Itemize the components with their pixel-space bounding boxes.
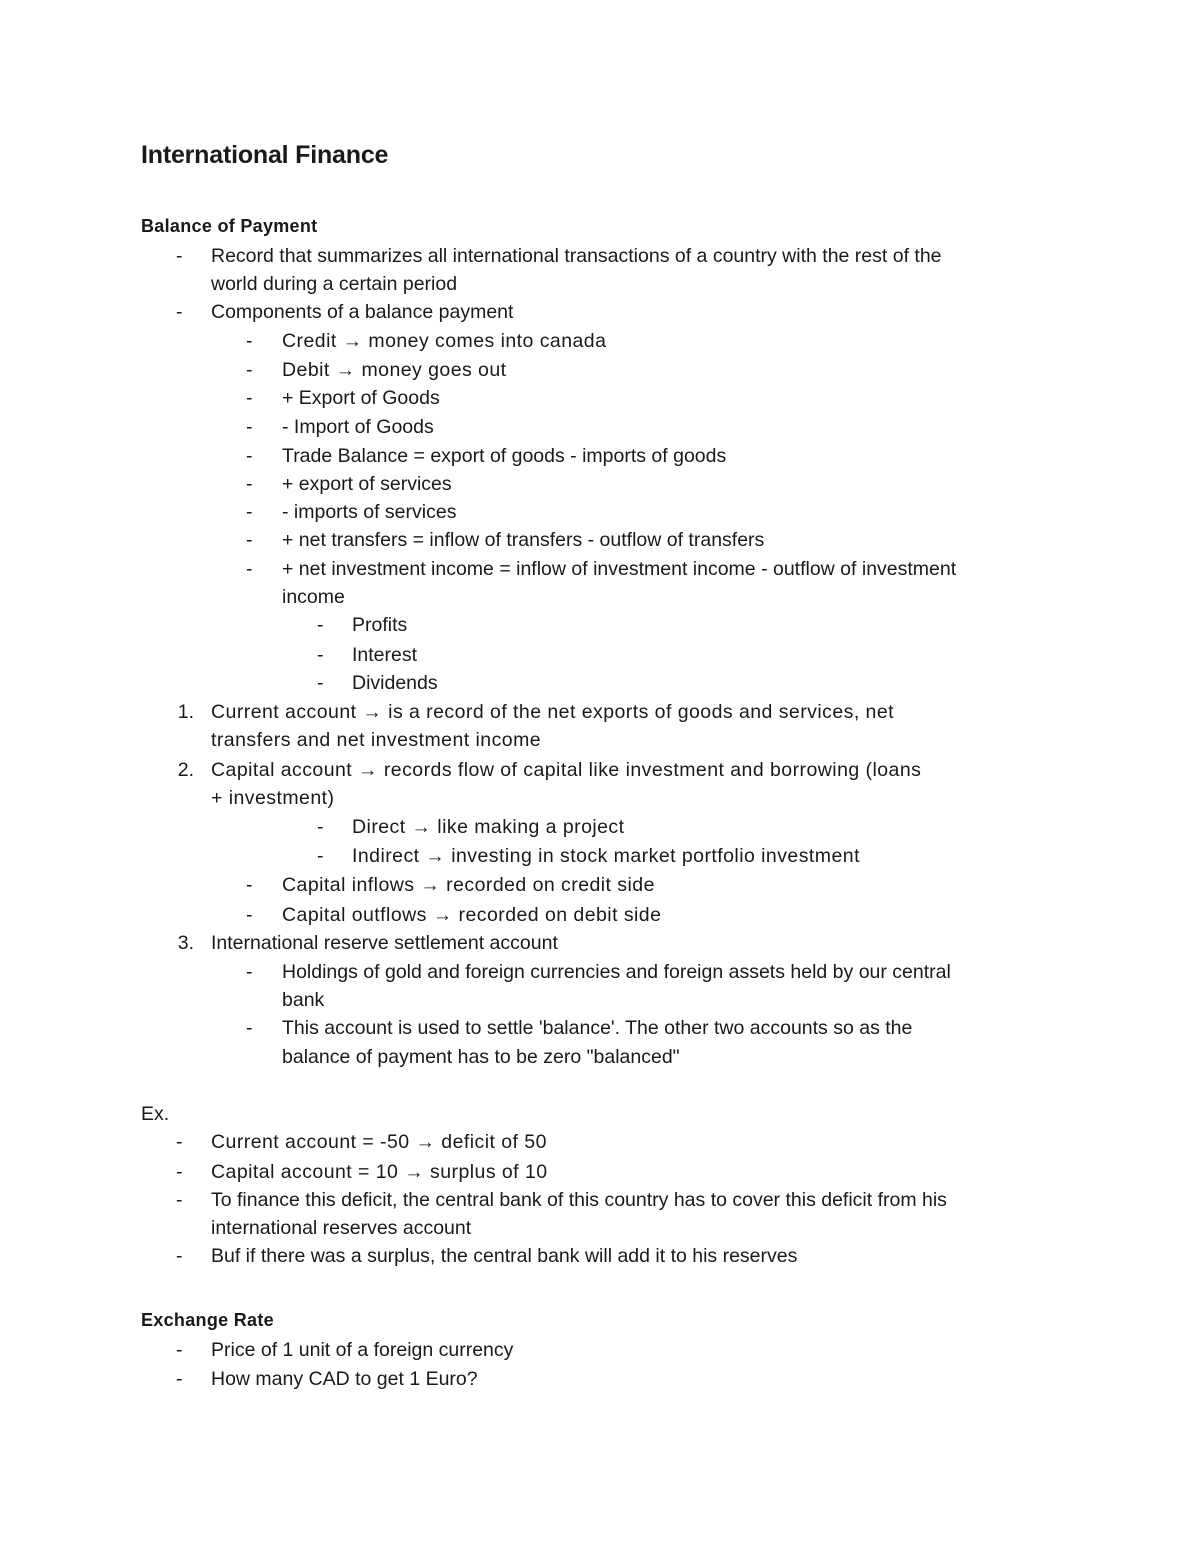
bullet-dash: - xyxy=(176,1161,183,1183)
list-item-text: world during a certain period xyxy=(211,273,458,295)
bullet-dash: - xyxy=(246,330,253,352)
list-number: 1. xyxy=(177,701,194,723)
list-item-text: Buf if there was a surplus, the central bank will add it to his reserves xyxy=(211,1245,798,1267)
list-number: 3. xyxy=(177,932,194,954)
bullet-dash: - xyxy=(317,614,324,636)
list-item-text: How many CAD to get 1 Euro? xyxy=(211,1368,478,1390)
bullet-dash: - xyxy=(317,845,324,867)
bullet-dash: - xyxy=(176,301,183,323)
bullet-dash: - xyxy=(176,1339,183,1361)
list-item-text: International reserve settlement account xyxy=(211,932,558,954)
list-item-text: Capital account = 10 → surplus of 10 xyxy=(211,1161,548,1183)
section-heading-balance-of-payment: Balance of Payment xyxy=(141,216,318,236)
list-item-text: Components of a balance payment xyxy=(211,301,514,323)
section-heading-exchange-rate: Exchange Rate xyxy=(141,1310,274,1330)
list-item-text: Price of 1 unit of a foreign currency xyxy=(211,1339,514,1361)
list-item-text: Trade Balance = export of goods - imports of goods xyxy=(282,445,727,467)
list-item-text: bank xyxy=(282,989,325,1011)
list-item-text: Capital account → records flow of capital like investment and borrowing (loans xyxy=(211,759,922,781)
bullet-dash: - xyxy=(246,874,253,896)
list-item-text: + net investment income = inflow of investment income - outflow of investment xyxy=(282,558,957,580)
list-item-text: Debit → money goes out xyxy=(282,359,507,381)
list-item-text: + export of services xyxy=(282,473,452,495)
list-item-text: income xyxy=(282,586,345,608)
bullet-dash: - xyxy=(176,1189,183,1211)
bullet-dash: - xyxy=(246,558,253,580)
bullet-dash: - xyxy=(246,416,253,438)
list-item-text: - imports of services xyxy=(282,501,457,523)
bullet-dash: - xyxy=(246,359,253,381)
bullet-dash: - xyxy=(246,529,253,551)
list-item-text: Capital outflows → recorded on debit side xyxy=(282,904,662,926)
list-item-text: Dividends xyxy=(352,672,438,694)
list-item-text: Interest xyxy=(352,644,418,666)
list-item-text: To finance this deficit, the central bank of this country has to cover this deficit from his xyxy=(211,1189,947,1211)
bullet-dash: - xyxy=(246,445,253,467)
list-item-text: international reserves account xyxy=(211,1217,472,1239)
bullet-dash: - xyxy=(246,961,253,983)
bullet-dash: - xyxy=(246,387,253,409)
bullet-dash: - xyxy=(246,473,253,495)
list-item-text: Capital inflows → recorded on credit side xyxy=(282,874,655,896)
list-item-text: Direct → like making a project xyxy=(352,816,625,838)
bullet-dash: - xyxy=(317,644,324,666)
bullet-dash: - xyxy=(246,904,253,926)
list-item-text: transfers and net investment income xyxy=(211,729,542,751)
list-item-text: Indirect → investing in stock market portfolio investment xyxy=(352,845,860,867)
list-item-text: Current account = -50 → deficit of 50 xyxy=(211,1131,547,1153)
list-item-text: Profits xyxy=(352,614,408,636)
example-label: Ex. xyxy=(141,1103,170,1125)
list-item-text: Credit → money comes into canada xyxy=(282,330,607,352)
list-item-text: This account is used to settle 'balance'. The other two accounts so as the xyxy=(282,1017,913,1039)
list-item-text: - Import of Goods xyxy=(282,416,434,438)
list-item-text: Current account → is a record of the net exports of goods and services, net xyxy=(211,701,895,723)
bullet-dash: - xyxy=(176,245,183,267)
list-item-text: Record that summarizes all international transactions of a country with the rest of the xyxy=(211,245,942,267)
bullet-dash: - xyxy=(176,1131,183,1153)
bullet-dash: - xyxy=(246,1017,253,1039)
bullet-dash: - xyxy=(317,672,324,694)
bullet-dash: - xyxy=(317,816,324,838)
list-item-text: + Export of Goods xyxy=(282,387,440,409)
bullet-dash: - xyxy=(246,501,253,523)
list-item-text: + investment) xyxy=(211,787,335,809)
bullet-dash: - xyxy=(176,1245,183,1267)
list-item-text: balance of payment has to be zero "balanced" xyxy=(282,1046,680,1068)
list-item-text: Holdings of gold and foreign currencies and foreign assets held by our central xyxy=(282,961,951,983)
page-title: International Finance xyxy=(141,141,389,169)
bullet-dash: - xyxy=(176,1368,183,1390)
list-item-text: + net transfers = inflow of transfers - outflow of transfers xyxy=(282,529,765,551)
list-number: 2. xyxy=(177,759,194,781)
